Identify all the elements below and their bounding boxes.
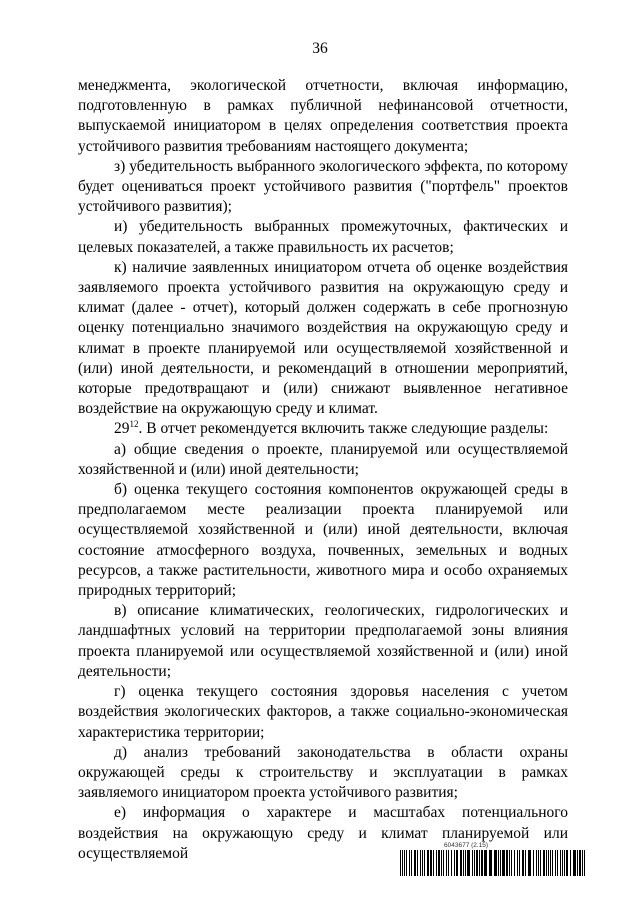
section-text: . В отчет рекомендуется включить также следующие разделы:: [138, 420, 549, 438]
paragraph-item-b: б) оценка текущего состояния компонентов окружающей среды в предполагаемом месте реализации проекта планируемой или осуществляемой хозяйственной и (или) иной деятельности, включая состояние атмосферного воздуха, почвенных, земельных и водных ресурсов, а также растительности, животного мира и особо охраняемых природных территорий;: [78, 481, 568, 600]
barcode-block: [400, 842, 588, 876]
paragraph-item-a: а) общие сведения о проекте, планируемой или осуществляемой хозяйственной и (или) иной деятельности;: [78, 440, 568, 478]
paragraph-section-29-12: [78, 419, 568, 439]
paragraph-item-v: в) описание климатических, геологических, гидрологических и ландшафтных условий на территории предполагаемой зоны влияния проекта планируемой или осуществляемой хозяйственной и (или) иной деятельности;: [78, 602, 568, 680]
paragraph-item-k: к) наличие заявленных инициатором отчета об оценке воздействия заявляемого проекта устойчивого развития на окружающую среду и климат (далее - отчет), который должен содержать в себе прогнозную оценку потенциально значимого воздействия на окружающую среду и климат в проекте планируемой или осуществляемой хозяйственной и (или) иной деятельности, и рекомендаций в отношении мероприятий, которые предотвращают и (или) снижают выявленное негативное воздействие на окружающую среду и климат.: [78, 258, 568, 418]
paragraph-item-g: г) оценка текущего состояния здоровья населения с учетом воздействия экологических факторов, а также социально-экономическая характеристика территории;: [78, 683, 568, 741]
paragraph-continuation: менеджмента, экологической отчетности, включая информацию, подготовленную в рамках публичной нефинансовой отчетности, выпускаемой инициатором в целях определения соответствия проекта устойчивого развития требованиям настоящего документа;: [78, 77, 568, 155]
paragraph-item-i: и) убедительность выбранных промежуточных, фактических и целевых показателей, а также правильность их расчетов;: [78, 218, 568, 256]
barcode-label: 6043677 (2.15): [444, 842, 489, 849]
paragraph-item-d: д) анализ требований законодательства в области охраны окружающей среды к строительству и эксплуатации в рамках заявляемого инициатором проекта устойчивого развития;: [78, 743, 568, 802]
section-number: 29: [114, 420, 130, 438]
barcode-icon: [400, 850, 588, 876]
paragraph-item-z: з) убедительность выбранного экологического эффекта, по которому будет оцениваться проект устойчивого развития ("портфель" проектов устойчивого развития);: [78, 157, 568, 216]
paragraph-item-e: е) информация о характере и масштабах потенциального воздействия на окружающую среду и климат планируемой или осуществляемой: [78, 804, 568, 862]
page-number: 36: [312, 40, 328, 57]
section-superscript: 12: [129, 419, 139, 430]
document-body: [78, 76, 568, 864]
